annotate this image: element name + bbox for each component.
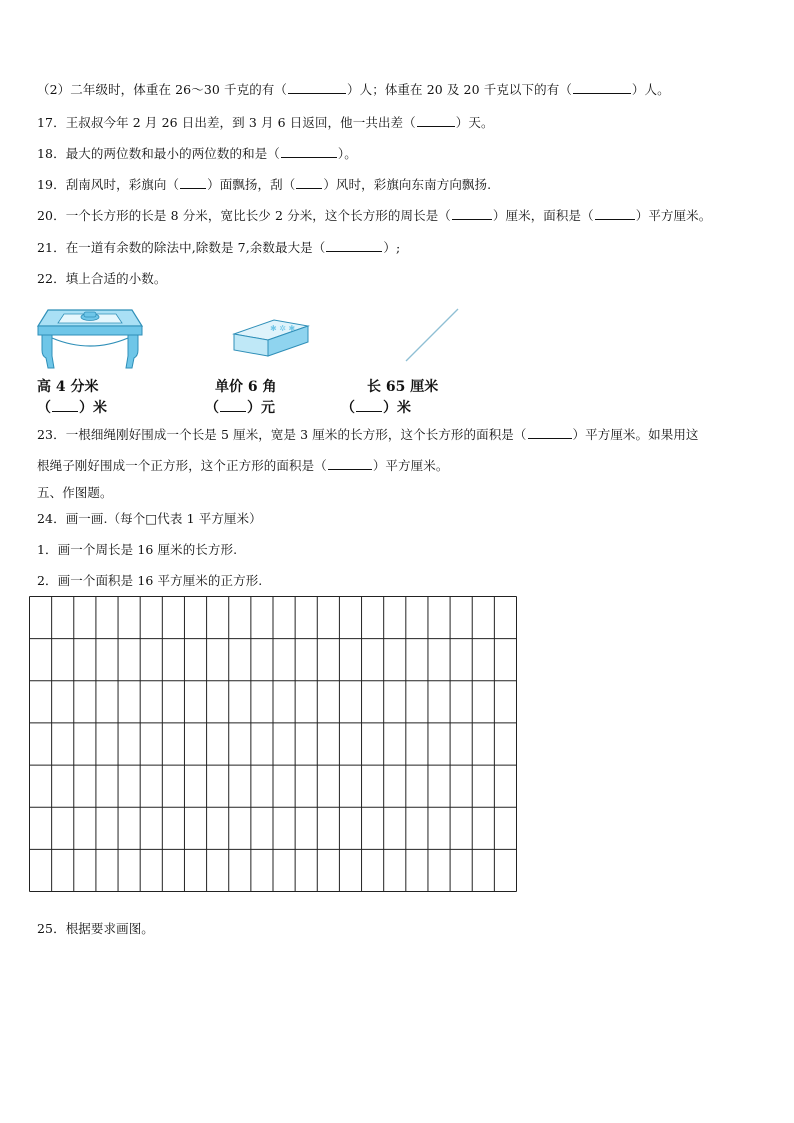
q16-text-a: （2）二年级时，体重在 26～30 千克的有（ <box>37 82 288 97</box>
question-21 <box>37 240 400 256</box>
unit-text: ）米 <box>79 400 107 416</box>
answer-blank[interactable] <box>528 427 572 439</box>
answer-blank[interactable] <box>296 177 322 189</box>
answer-blank[interactable] <box>52 400 78 412</box>
answer-blank[interactable] <box>328 458 372 470</box>
q21-text-b: ）; <box>383 240 401 255</box>
line-segment-illustration <box>400 305 464 365</box>
answer-blank[interactable] <box>281 146 337 158</box>
question-23-line-1 <box>37 427 699 443</box>
question-24-task-2: 2．画一个面积是 16 平方厘米的正方形. <box>37 573 263 588</box>
drawing-grid[interactable] <box>29 596 517 892</box>
q16-text-c: ）人。 <box>631 82 670 97</box>
eraser-answer <box>205 399 275 417</box>
table-caption: 高 4 分米 <box>37 379 99 395</box>
q23-text-c: 根绳子刚好围成一个正方形，这个正方形的面积是（ <box>37 458 327 473</box>
q21-text-a: 21．在一道有余数的除法中,除数是 7,余数最大是（ <box>37 240 326 255</box>
q16-text-b: ）人；体重在 20 及 20 千克以下的有（ <box>347 82 572 97</box>
q19-text-b: ）面飘扬，刮（ <box>207 177 296 192</box>
question-16-part-2 <box>37 82 670 98</box>
q18-text-a: 18．最大的两位数和最小的两位数的和是（ <box>37 146 280 161</box>
q19-text-c: ）风时，彩旗向东南方向飘扬. <box>323 177 492 192</box>
answer-blank[interactable] <box>326 240 382 252</box>
q18-text-b: ）。 <box>337 146 357 161</box>
question-17 <box>37 115 494 131</box>
answer-blank[interactable] <box>452 208 492 220</box>
table-illustration <box>36 306 144 372</box>
answer-blank[interactable] <box>573 82 631 94</box>
section-heading-drawing: 五、作图题。 <box>37 485 113 500</box>
table-answer <box>37 399 107 417</box>
answer-blank[interactable] <box>220 400 246 412</box>
q20-text-a: 20．一个长方形的长是 8 分米，宽比长少 2 分米，这个长方形的周长是（ <box>37 208 451 223</box>
question-18 <box>37 146 357 162</box>
question-24-task-1: 1．画一个周长是 16 厘米的长方形. <box>37 542 238 557</box>
svg-text:✱ ✲ ✱: ✱ ✲ ✱ <box>270 324 296 333</box>
q20-text-b: ）厘米，面积是（ <box>492 208 594 223</box>
unit-text: ）元 <box>247 400 275 416</box>
question-19 <box>37 177 491 193</box>
eraser-caption: 单价 6 角 <box>215 379 277 395</box>
q17-text-b: ）天。 <box>455 115 494 130</box>
question-20 <box>37 208 711 224</box>
answer-blank[interactable] <box>180 177 206 189</box>
q23-text-d: ）平方厘米。 <box>372 458 449 473</box>
q17-text-a: 17．王叔叔今年 2 月 26 日出差，到 3 月 6 日返回，他一共出差（ <box>37 115 416 130</box>
answer-blank[interactable] <box>356 400 382 412</box>
answer-blank[interactable] <box>417 115 455 127</box>
eraser-illustration <box>230 316 312 360</box>
line-caption: 长 65 厘米 <box>367 379 439 395</box>
answer-blank[interactable] <box>288 82 346 94</box>
paren-open: （ <box>37 400 51 416</box>
paren-open: （ <box>205 400 219 416</box>
line-answer <box>341 399 411 417</box>
answer-blank[interactable] <box>595 208 635 220</box>
question-24-title: 24．画一画.（每个□代表 1 平方厘米） <box>37 511 262 526</box>
paren-open: （ <box>341 400 355 416</box>
question-22: 22．填上合适的小数。 <box>37 271 167 286</box>
question-23-line-2 <box>37 458 448 474</box>
unit-text: ）米 <box>383 400 411 416</box>
question-25: 25．根据要求画图。 <box>37 921 154 936</box>
q20-text-c: ）平方厘米。 <box>635 208 712 223</box>
q23-text-a: 23．一根细绳刚好围成一个长是 5 厘米，宽是 3 厘米的长方形，这个长方形的面积是（ <box>37 427 527 442</box>
q19-text-a: 19．刮南风时，彩旗向（ <box>37 177 180 192</box>
q23-text-b: ）平方厘米。如果用这 <box>572 427 699 442</box>
